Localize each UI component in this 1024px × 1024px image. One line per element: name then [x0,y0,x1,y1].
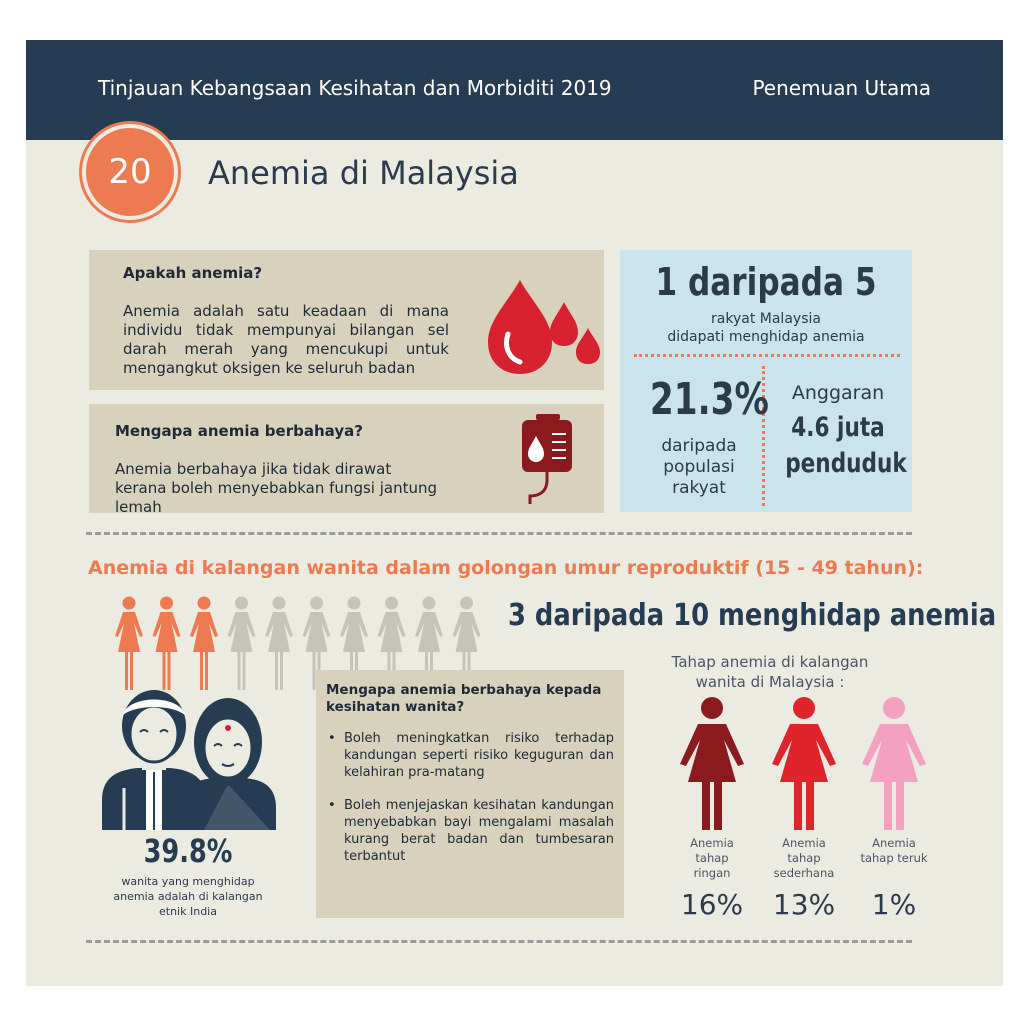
why-dangerous-heading: Mengapa anemia berbahaya? [115,422,363,440]
what-is-anemia-heading: Apakah anemia? [123,264,263,282]
section-number-badge: 20 [82,124,178,220]
ratio-caption-line2: didapati menghidap anemia [667,329,865,345]
blood-drops-icon [480,272,610,382]
level-mild-label-line2: tahap [695,851,729,865]
india-caption-line1: wanita yang menghidap [121,875,255,888]
percent-stat: 21.3% [649,374,769,425]
list-item: • Boleh menjejaskan kesihatan kandungan menyebabkan bayi mengalami masalah kurang berat badan dan tumbesaran terbantut [326,797,614,865]
woman-dark-red-icon [676,696,748,830]
page-title: Anemia di Malaysia [208,154,519,192]
india-caption-line2: anemia adalah di kalangan [113,890,263,903]
woman-affected-icon [190,597,218,691]
woman-pink-icon [858,696,930,830]
level-mild-value: 16% [680,888,744,921]
woman-unaffected-icon [228,597,256,691]
section-divider [86,532,912,535]
women-ratio-stat: 3 daripada 10 menghidap anemia [508,598,997,633]
estimate-stat [785,410,907,482]
ratio-caption-line1: rakyat Malaysia [711,311,821,327]
india-caption-line3: etnik India [159,905,217,918]
estimate-stat-line2: penduduk [785,448,907,479]
estimate-label: Anggaran [791,382,885,404]
header-bar [26,40,1003,140]
level-moderate-label-line2: tahap [787,851,821,865]
level-severe-value: 1% [871,888,917,921]
women-section-title: Anemia di kalangan wanita dalam golongan umur reproduktif (15 - 49 tahun): [88,557,924,579]
header-right-label: Penemuan Utama [752,76,931,100]
woman-affected-icon [153,597,181,691]
what-is-anemia-text: Anemia adalah satu keadaan di mana individu tidak mempunyai bilangan sel darah merah yang mencukupi untuk mengangkut oksigen ke seluruh badan [123,302,449,377]
women-danger-list [326,730,614,881]
levels-title-line1: Tahap anemia di kalangan [671,653,869,671]
level-severe-label-line1: Anemia [872,836,916,850]
percent-caption-line1: daripada [661,436,737,456]
level-severe-label [854,836,934,866]
level-moderate-label-line1: Anemia [782,836,826,850]
levels-title [654,652,886,692]
woman-unaffected-icon [265,597,293,691]
percent-caption-line2: populasi [663,457,735,477]
estimate-stat-line1: 4.6 juta [791,412,885,443]
level-mild-label-line1: Anemia [690,836,734,850]
indian-couple-icon [98,680,278,830]
level-moderate-value: 13% [772,888,836,921]
level-moderate-label-line3: sederhana [773,866,835,880]
level-severe-label-line2: tahap teruk [860,851,928,865]
women-danger-box [316,670,624,918]
prevalence-panel [620,250,912,512]
survey-title: Tinjauan Kebangsaan Kesihatan dan Morbiditi 2019 [98,76,612,100]
blood-bag-icon [516,414,582,506]
woman-red-icon [768,696,840,830]
levels-title-line2: wanita di Malaysia : [695,673,845,691]
level-mild-label [672,836,752,881]
ratio-stat: 1 daripada 5 [655,260,877,304]
india-percent-caption [94,874,282,919]
bottom-divider [86,940,912,943]
dotted-divider [634,354,900,357]
percent-caption-line3: rakyat [672,478,726,498]
women-danger-heading: Mengapa anemia berbahaya kepada kesihatan wanita? [326,682,602,715]
ratio-caption [620,310,912,346]
percent-caption [636,436,762,499]
level-mild-label-line3: ringan [693,866,731,880]
woman-affected-icon [115,597,143,691]
india-percent-stat: 39.8% [143,832,233,870]
why-dangerous-text: Anemia berbahaya jika tidak dirawat kerana boleh menyebabkan fungsi jantung lemah [115,460,438,516]
level-moderate-label [764,836,844,881]
list-item: • Boleh meningkatkan risiko terhadap kandungan seperti risiko keguguran dan kelahiran pra-matang [326,730,614,781]
